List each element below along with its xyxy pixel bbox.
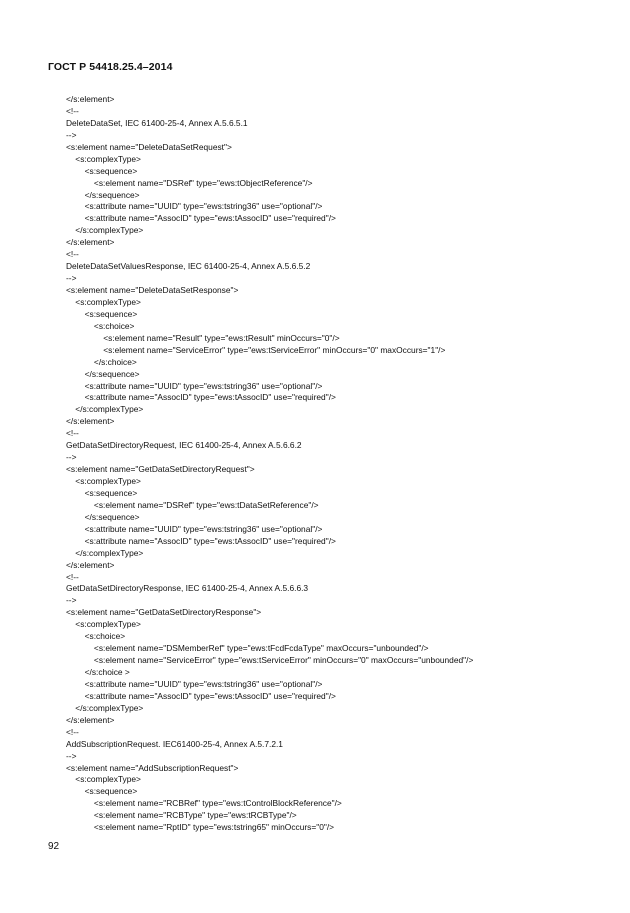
code-line: <s:element name="DSMemberRef" type="ews:tFcdFcdaType" maxOccurs="unbounded"/> <box>66 643 429 654</box>
code-line: <s:attribute name="UUID" type="ews:tstring36" use="optional"/> <box>66 201 323 212</box>
code-line: <s:complexType> <box>66 619 141 630</box>
code-line: AddSubscriptionRequest. IEC61400-25-4, Annex A.5.7.2.1 <box>66 738 283 749</box>
code-line: <s:attribute name="AssocID" type="ews:tAssocID" use="required"/> <box>66 535 336 546</box>
code-line: </s:element> <box>66 714 115 725</box>
code-line: <s:sequence> <box>66 308 138 319</box>
code-line: <s:attribute name="AssocID" type="ews:tAssocID" use="required"/> <box>66 690 336 701</box>
code-line: <s:complexType> <box>66 476 141 486</box>
code-line: </s:sequence> <box>66 368 140 379</box>
code-line: </s:complexType> <box>66 225 144 236</box>
code-line: </s:element> <box>66 94 115 104</box>
code-line: <!-- <box>66 571 79 582</box>
code-line: </s:sequence> <box>66 189 140 200</box>
code-line: <s:attribute name="UUID" type="ews:tstring36" use="optional"/> <box>66 380 323 391</box>
code-line: </s:element> <box>66 237 115 248</box>
code-line: </s:element> <box>66 559 115 570</box>
code-line: <s:choice> <box>66 631 126 642</box>
code-line: <s:element name="DSRef" type="ews:tDataSetReference"/> <box>66 499 319 510</box>
code-line: --> <box>66 273 77 284</box>
code-line: <!-- <box>66 428 79 439</box>
code-line: DeleteDataSetValuesResponse, IEC 61400-25-4, Annex A.5.6.5.2 <box>66 261 311 272</box>
code-line: <s:attribute name="AssocID" type="ews:tAssocID" use="required"/> <box>66 213 336 224</box>
code-line: </s:complexType> <box>66 547 144 558</box>
code-line: <s:attribute name="UUID" type="ews:tstring36" use="optional"/> <box>66 678 323 689</box>
code-line: GetDataSetDirectoryResponse, IEC 61400-25-4, Annex A.5.6.6.3 <box>66 583 309 594</box>
xml-schema-listing <box>66 94 473 834</box>
code-line: <s:element name="ServiceError" type="ews:tServiceError" minOccurs="0" maxOccurs="unbounded"/> <box>66 655 474 666</box>
code-line: <!-- <box>66 249 79 260</box>
code-line: <s:element name="Result" type="ews:tResult" minOccurs="0"/> <box>66 332 340 343</box>
code-line: --> <box>66 750 77 761</box>
code-line: <!-- <box>66 105 79 116</box>
code-line: </s:choice> <box>66 356 137 367</box>
code-line: <s:element name="GetDataSetDirectoryRequest"> <box>66 464 255 475</box>
code-line: <s:sequence> <box>66 786 138 797</box>
code-line: --> <box>66 452 77 463</box>
code-line: <s:attribute name="AssocID" type="ews:tAssocID" use="required"/> <box>66 392 336 403</box>
code-line: --> <box>66 595 77 606</box>
code-line: <s:complexType> <box>66 153 141 164</box>
page-number: 92 <box>48 841 60 852</box>
code-line: <s:element name="GetDataSetDirectoryResponse"> <box>66 607 262 618</box>
code-line: <s:element name="DeleteDataSetResponse"> <box>66 285 239 295</box>
code-line: <s:sequence> <box>66 487 138 498</box>
code-line: <s:element name="DSRef" type="ews:tObjectReference"/> <box>66 177 313 188</box>
code-line: <s:attribute name="UUID" type="ews:tstring36" use="optional"/> <box>66 523 323 534</box>
code-line: </s:sequence> <box>66 511 140 522</box>
page-header: ГОСТ Р 54418.25.4–2014 <box>48 61 173 73</box>
code-line: <s:complexType> <box>66 296 141 307</box>
code-line: <s:choice> <box>66 320 135 331</box>
code-line: GetDataSetDirectoryRequest, IEC 61400-25-4, Annex A.5.6.6.2 <box>66 440 302 451</box>
code-line: --> <box>66 129 77 140</box>
code-line: <s:element name="RCBType" type="ews:tRCBType"/> <box>66 810 297 821</box>
code-line: </s:choice > <box>66 667 130 677</box>
code-line: </s:complexType> <box>66 404 144 415</box>
code-line: <s:element name="RCBRef" type="ews:tControlBlockReference"/> <box>66 798 342 809</box>
code-line: <s:element name="RptID" type="ews:tstring65" minOccurs="0"/> <box>66 822 335 833</box>
code-line: <!-- <box>66 726 79 737</box>
code-line: <s:sequence> <box>66 165 138 176</box>
code-line: <s:element name="ServiceError" type="ews:tServiceError" minOccurs="0" maxOccurs="1"/> <box>66 344 446 355</box>
code-line: <s:complexType> <box>66 774 141 785</box>
code-line: </s:complexType> <box>66 702 144 713</box>
code-line: </s:element> <box>66 416 115 427</box>
code-line: <s:element name="AddSubscriptionRequest"> <box>66 762 239 773</box>
code-line: DeleteDataSet, IEC 61400-25-4, Annex A.5.6.5.1 <box>66 117 248 128</box>
code-line: <s:element name="DeleteDataSetRequest"> <box>66 141 232 152</box>
